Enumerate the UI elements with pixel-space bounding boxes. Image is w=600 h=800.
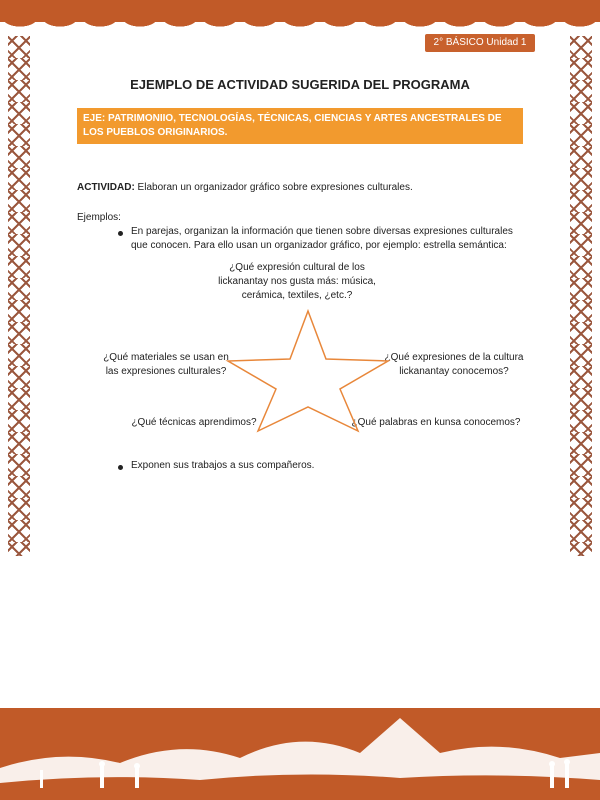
examples-label: Ejemplos: <box>77 212 121 223</box>
bullet-dot <box>118 465 123 470</box>
page-title: EJEMPLO DE ACTIVIDAD SUGERIDA DEL PROGRAMA <box>130 77 470 92</box>
right-pattern-border <box>570 36 592 556</box>
bullet-item: En parejas, organizan la información que tienen sobre diversas expresiones culturales que conocen. Para ello usan un organizador gráfico, por ejemplo: estrella semántica: <box>131 226 513 251</box>
activity-text: Elaboran un organizador gráfico sobre expresiones culturales. <box>134 182 413 193</box>
star-question-top: ¿Qué expresión cultural de los lickanantay nos gusta más: música, cerámica, textiles, ¿etc.? <box>218 262 376 301</box>
star-shape <box>228 311 388 431</box>
bullet-dot <box>118 231 123 236</box>
activity-label: ACTIVIDAD: <box>77 182 135 193</box>
star-question-right: ¿Qué expresiones de la cultura lickanantay conocemos? <box>384 352 524 377</box>
activity-line <box>77 181 527 195</box>
top-decorative-band <box>0 0 600 22</box>
left-pattern-border <box>8 36 30 556</box>
star-question-left: ¿Qué materiales se usan en las expresiones culturales? <box>103 352 229 377</box>
eje-box: EJE: PATRIMONIIO, TECNOLOGÍAS, TÉCNICAS, CIENCIAS Y ARTES ANCESTRALES DE LOS PUEBLOS ORIGINARIOS. <box>77 108 523 144</box>
star-question-bottom-left: ¿Qué técnicas aprendimos? <box>131 417 257 428</box>
star-question-bottom-right: ¿Qué palabras en kunsa conocemos? <box>351 417 521 428</box>
bullet-item: Exponen sus trabajos a sus compañeros. <box>131 460 315 471</box>
semantic-star <box>218 307 398 435</box>
footer-landscape <box>0 708 600 800</box>
unit-badge: 2° BÁSICO Unidad 1 <box>425 34 535 52</box>
